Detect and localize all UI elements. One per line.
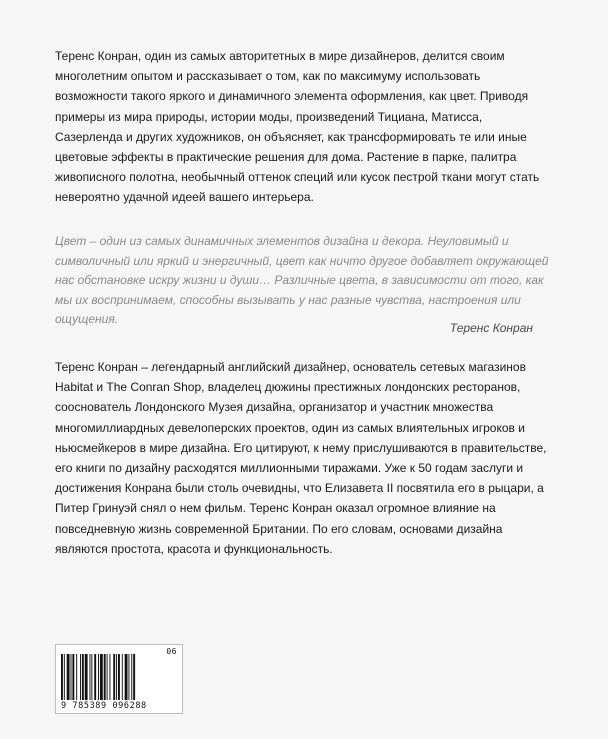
barcode	[55, 644, 183, 714]
barcode-number: 9 785389 096288	[61, 701, 147, 711]
quote-author: Теренс Конран	[449, 321, 533, 335]
quote-text: Цвет – один из самых динамичных элементов дизайна и декора. Неуловимый и символичный или яркий и энергичный, цвет как ничто другое добавляет окружающей нас обстановке искру жизни и души… Различные цвета, в зависимости от того, как мы их воспринимаем, способны вызывать у нас разные чувства, настроения или ощущения.	[55, 234, 549, 326]
bio-paragraph: Теренс Конран – легендарный английский дизайнер, основатель сетевых магазинов Habitat и The Conran Shop, владелец дюжины престижных лондонских ресторанов, сооснователь Лондонского Музея дизайна, организатор и участник множества многомиллиардных девелоперских проектов, один из самых влиятельных игроков и ньюсмейкеров в мире дизайна. Его цитируют, к нему прислушиваются в правительстве, его книги по дизайну расходятся миллионными тиражами. Уже к 50 годам заслуги и достижения Конрана были столь очевидны, что Елизавета II посвятила его в рыцари, а Питер Гринуэй снял о нем фильм. Теренс Конран оказал огромное влияние на повседневную жизнь современной Британии. По его словам, основами дизайна являются простота, красота и функциональность.	[55, 360, 547, 556]
barcode-addon-number: 06	[166, 647, 177, 656]
barcode-bars-icon	[61, 650, 161, 702]
intro-paragraph: Теренс Конран, один из самых авторитетных в мире дизайнеров, делится своим многолетним опытом и рассказывает о том, как по максимуму использовать возможности такого яркого и динамичного элемента оформления, как цвет. Приводя примеры из мира природы, истории моды, произведений Тициана, Матисса, Сазерленда и других художников, он объясняет, как трансформировать те или иные цветовые эффекты в практические решения для дома. Растение в парке, палитра живописного полотна, необычный оттенок специй или кусок пестрой ткани могут стать невероятно удачной идеей вашего интерьера.	[55, 49, 540, 205]
